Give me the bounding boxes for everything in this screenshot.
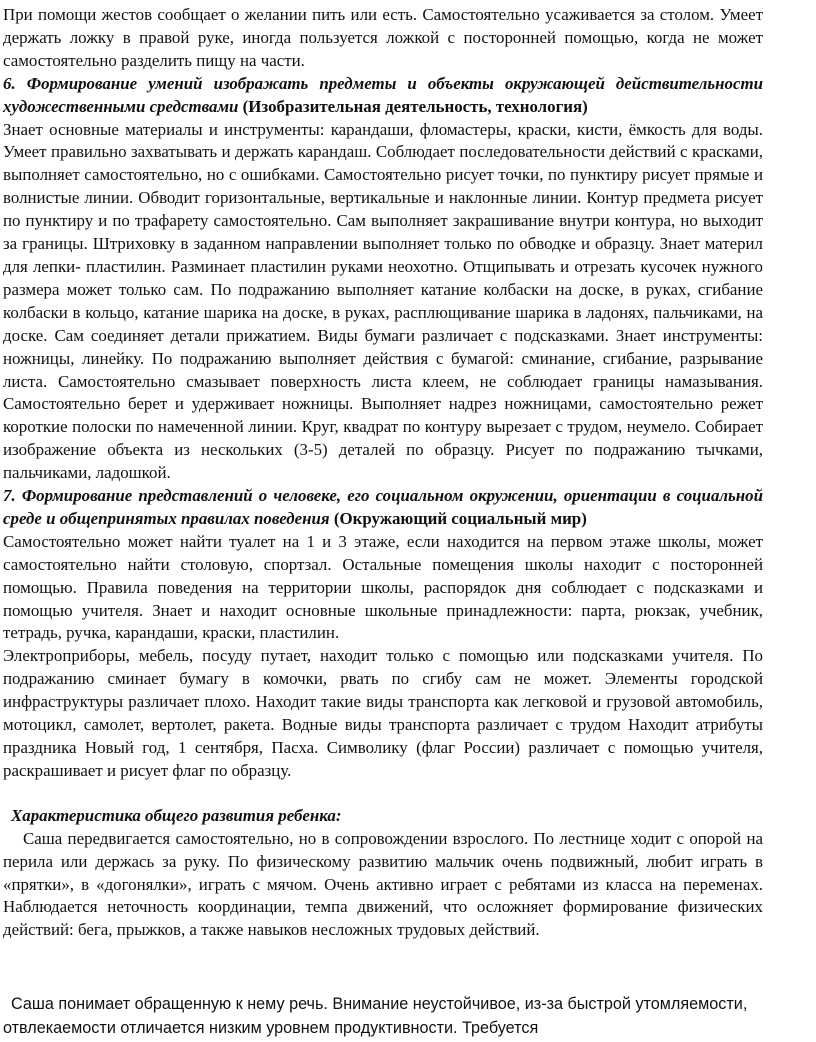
section-6-text: Знает основные материалы и инструменты: карандаши, фломастеры, краски, кисти, ёмкость для воды. Умеет правильно захватывать и держать карандаш. Соблюдает последовательности действий с красками, выполняет самостоятельно, но с ошибками. Самостоятельно рисует точки, по пунктиру рисует прямые и волнистые линии. Обводит горизонтальные, вертикальные и наклонные линии. Контур предмета рисует по пунктиру и по трафарету самостоятельно. Сам выполняет закрашивание внутри контура, но выходит за границы. Штриховку в заданном направлении выполняет только по обводке и образцу. Знает материл для лепки- пластилин. Разминает пластилин руками неохотно. Отщипывать и отрезать кусочек нужного размера может только сам. По подражанию выполняет катание колбаски на доске, в руках, сгибание колбаски в кольцо, катание шарика на доске, в руках, расплющивание шарика в ладонях, пальчиками, на доске. Сам соединяет детали прижатием. Виды бумаги различает с подсказками. Знает инструменты: ножницы, линейку. По подражанию выполняет действия с бумагой: сминание, сгибание, разрывание листа. Самостоятельно смазывает поверхность листа клеем, не соблюдает границы намазывания. Самостоятельно берет и удерживает ножницы. Выполняет надрез ножницами, самостоятельно режет короткие полоски по намеченной линии. Круг, квадрат по контуру вырезает с трудом, неумело. Собирает изображение объекта из нескольких (3-5) деталей по образцу. Рисует по подражанию тычками, пальчиками, ладошкой. [3, 119, 763, 483]
section-7-title: 7. Формирование представлений о человеке, его социальном окружении, ориентации в социальной среде и общепринятых правилах поведения [3, 486, 763, 528]
speech-paragraph-block [3, 992, 813, 1040]
document-body [3, 4, 763, 942]
section-7-subject: (Окружающий социальный мир) [329, 508, 587, 528]
section-6-heading [3, 73, 763, 119]
characteristics-text: Саша передвигается самостоятельно, но в сопровождении взрослого. По лестнице ходит с опорой на перила или держась за руку. По физическому развитию мальчик очень подвижный, любит играть в «прятки», в «догонялки», играть с мячом. Очень активно играет с ребятами из класса на переменах. Наблюдается неточность координации, темпа движений, что осложняет формирование физических действий: бега, прыжков, а также навыков несложных трудовых действий. [3, 828, 763, 940]
section-7-heading [3, 485, 763, 531]
section-6-subject: (Изобразительная деятельность, технология) [238, 96, 588, 116]
paragraph-eating-skills: При помощи жестов сообщает о желании пить или есть. Самостоятельно усаживается за столом. Умеет держать ложку в правой руке, иногда пользуется ложкой с посторонней помощью, когда не может самостоятельно разделить пищу на части. [3, 5, 763, 70]
section-6-title: 6. Формирование умений изображать предметы и объекты окружающей действительности художественными средствами [3, 73, 763, 116]
characteristics-heading: Характеристика общего развития ребенка: [11, 805, 342, 825]
section-7-text: Самостоятельно может найти туалет на 1 и 3 этаже, если находится на первом этаже школы, может самостоятельно найти столовую, спортзал. Остальные помещения школы находит с посторонней помощью. Правила поведения на территории школы, распорядок дня соблюдает с подсказками и помощью учителя. Знает и находит основные школьные принадлежности: парта, рюкзак, учебник, тетрадь, ручка, карандаши, краски, пластилин. [3, 531, 763, 643]
speech-paragraph: Саша понимает обращенную к нему речь. Внимание неустойчивое, из-за быстрой утомляемости, отвлекаемости отличается низким уровнем продуктивности. Требуется [3, 995, 748, 1037]
section-7-text-continued: Электроприборы, мебель, посуду путает, находит только с помощью или подсказками учителя. По подражанию сминает бумагу в комочки, рвать по сгибу сам не может. Элементы городской инфраструктуры различает плохо. Находит такие виды транспорта как легковой и грузовой автомобиль, мотоцикл, самолет, вертолет, ракета. Водные виды транспорта различает с трудом Находит атрибуты праздника Новый год, 1 сентября, Пасха. Символику (флаг России) различает с помощью учителя, раскрашивает и рисует флаг по образцу. [3, 646, 763, 780]
